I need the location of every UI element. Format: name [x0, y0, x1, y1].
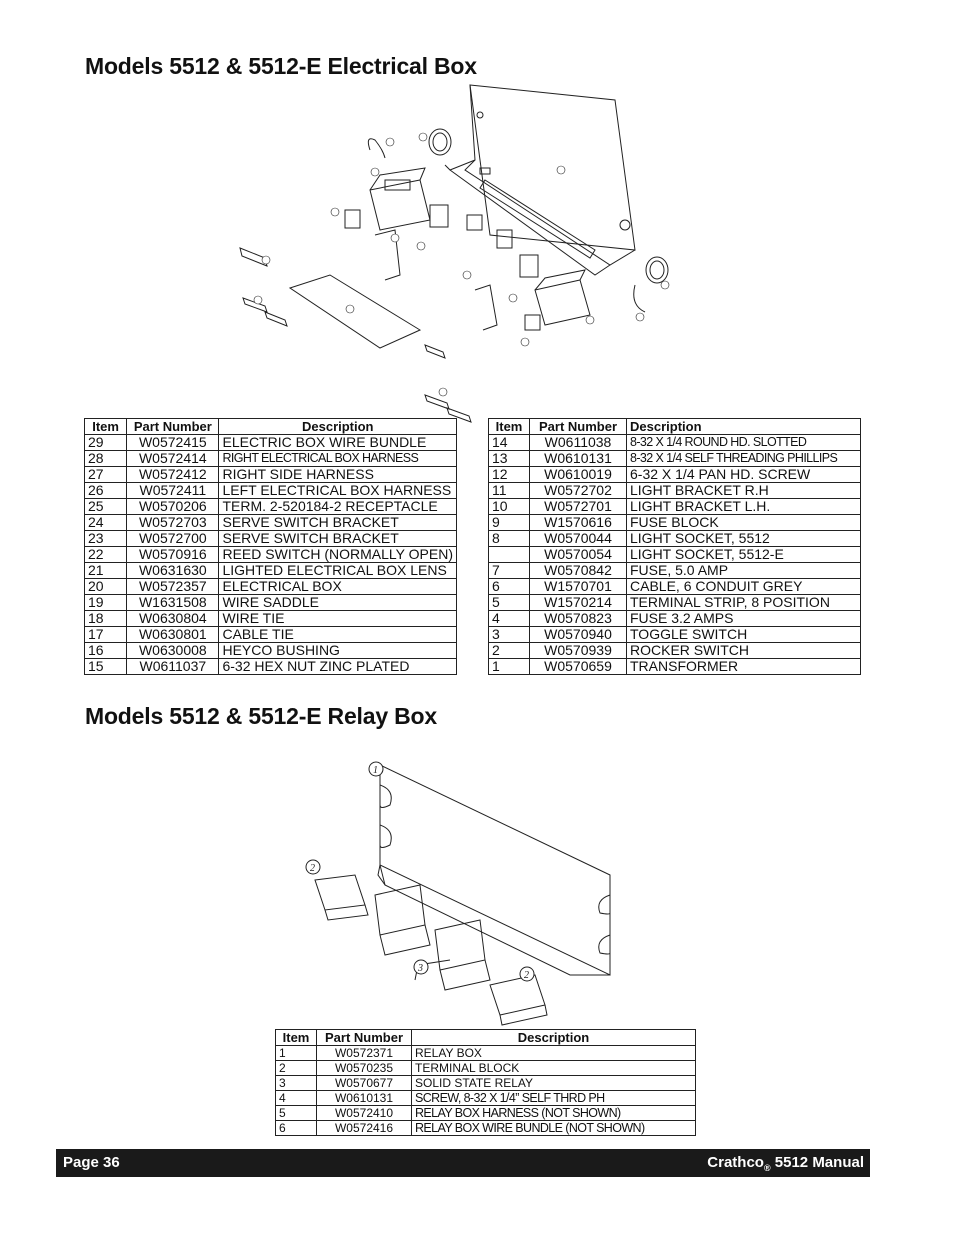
- table-row: [489, 579, 861, 595]
- table-row: [276, 1106, 696, 1121]
- cell-part-number: W0570842: [530, 563, 627, 579]
- svg-text:1: 1: [373, 765, 378, 776]
- cell-description: LIGHT BRACKET L.H.: [627, 499, 861, 515]
- cell-item: 4: [489, 611, 530, 627]
- svg-text:2: 2: [524, 970, 529, 981]
- col-description: Description: [412, 1030, 696, 1046]
- cell-description: CABLE TIE: [219, 627, 457, 643]
- relay-callout-2b: [520, 967, 534, 981]
- cell-item: 16: [85, 643, 127, 659]
- cell-item: 22: [85, 547, 127, 563]
- cell-description: 6-32 X 1/4 PAN HD. SCREW: [627, 467, 861, 483]
- table-row: [489, 659, 861, 675]
- cell-part-number: W0630801: [127, 627, 219, 643]
- manual-title: 5512 Manual: [770, 1154, 864, 1171]
- col-part-number: Part Number: [317, 1030, 412, 1046]
- brand-name: Crathco: [707, 1154, 764, 1171]
- cell-part-number: W0630804: [127, 611, 219, 627]
- svg-text:2: 2: [310, 863, 315, 874]
- table-row: [489, 627, 861, 643]
- table-row: [489, 435, 861, 451]
- relay-box-title: Models 5512 & 5512-E Relay Box: [85, 703, 437, 729]
- table-row: [85, 595, 457, 611]
- table-row: [489, 499, 861, 515]
- cell-part-number: W0611037: [127, 659, 219, 675]
- cell-part-number: W1631508: [127, 595, 219, 611]
- cell-part-number: W0570677: [317, 1076, 412, 1091]
- table-row: [85, 531, 457, 547]
- cell-item: 5: [276, 1106, 317, 1121]
- cell-item: 18: [85, 611, 127, 627]
- cell-part-number: W0570206: [127, 499, 219, 515]
- cell-part-number: W0570823: [530, 611, 627, 627]
- cell-part-number: W0570659: [530, 659, 627, 675]
- cell-description: WIRE SADDLE: [219, 595, 457, 611]
- table-row: [489, 531, 861, 547]
- col-item: Item: [276, 1030, 317, 1046]
- cell-description: RELAY BOX HARNESS (NOT SHOWN): [412, 1106, 696, 1121]
- cell-description: WIRE TIE: [219, 611, 457, 627]
- cell-part-number: W0572703: [127, 515, 219, 531]
- table-row: [85, 579, 457, 595]
- table-row: [85, 627, 457, 643]
- page-footer: [56, 1149, 870, 1177]
- table-row: [276, 1046, 696, 1061]
- relay-callout-1: [369, 762, 383, 776]
- svg-text:3: 3: [418, 963, 423, 974]
- col-item: Item: [489, 419, 530, 435]
- cell-item: 24: [85, 515, 127, 531]
- col-item: Item: [85, 419, 127, 435]
- cell-description: SERVE SWITCH BRACKET: [219, 531, 457, 547]
- table-header-row: [489, 419, 861, 435]
- table-row: [489, 483, 861, 499]
- cell-description: FUSE, 5.0 AMP: [627, 563, 861, 579]
- cell-description: 8-32 X 1/4 SELF THREADING PHILLIPS: [627, 451, 861, 467]
- table-row: [85, 499, 457, 515]
- relay-callout-2a: [306, 860, 320, 874]
- table-row: [489, 643, 861, 659]
- cell-description: TRANSFORMER: [627, 659, 861, 675]
- cell-description: RIGHT ELECTRICAL BOX HARNESS: [219, 451, 457, 467]
- cell-description: LIGHTED ELECTRICAL BOX LENS: [219, 563, 457, 579]
- cell-description: RELAY BOX WIRE BUNDLE (NOT SHOWN): [412, 1121, 696, 1136]
- cell-description: REED SWITCH (NORMALLY OPEN): [219, 547, 457, 563]
- cell-item: 9: [489, 515, 530, 531]
- cell-part-number: W0570940: [530, 627, 627, 643]
- cell-item: 13: [489, 451, 530, 467]
- page-number: Page 36: [63, 1154, 120, 1171]
- cell-item: 2: [489, 643, 530, 659]
- cell-part-number: W1570214: [530, 595, 627, 611]
- cell-part-number: W0610131: [530, 451, 627, 467]
- cell-description: ELECTRICAL BOX: [219, 579, 457, 595]
- cell-item: 1: [489, 659, 530, 675]
- cell-item: 15: [85, 659, 127, 675]
- cell-part-number: W0570054: [530, 547, 627, 563]
- cell-item: 4: [276, 1091, 317, 1106]
- cell-item: 14: [489, 435, 530, 451]
- cell-item: 19: [85, 595, 127, 611]
- cell-item: 25: [85, 499, 127, 515]
- cell-item: 21: [85, 563, 127, 579]
- cell-part-number: W0572357: [127, 579, 219, 595]
- manual-name: [707, 1154, 864, 1173]
- table-row: [489, 595, 861, 611]
- cell-item: 8: [489, 531, 530, 547]
- cell-item: 26: [85, 483, 127, 499]
- table-row: [276, 1091, 696, 1106]
- table-row: [85, 611, 457, 627]
- table-row: [85, 483, 457, 499]
- table-row: [489, 611, 861, 627]
- cell-part-number: W0570916: [127, 547, 219, 563]
- cell-item: 11: [489, 483, 530, 499]
- cell-description: SERVE SWITCH BRACKET: [219, 515, 457, 531]
- table-row: [85, 467, 457, 483]
- table-row: [489, 515, 861, 531]
- cell-description: 6-32 HEX NUT ZINC PLATED: [219, 659, 457, 675]
- col-part-number: Part Number: [530, 419, 627, 435]
- cell-part-number: W0572700: [127, 531, 219, 547]
- table-row: [85, 451, 457, 467]
- cell-part-number: W0570235: [317, 1061, 412, 1076]
- table-row: [85, 547, 457, 563]
- cell-part-number: W0570939: [530, 643, 627, 659]
- cell-description: TERMINAL STRIP, 8 POSITION: [627, 595, 861, 611]
- cell-item: 5: [489, 595, 530, 611]
- table-row: [276, 1121, 696, 1136]
- cell-part-number: W0572410: [317, 1106, 412, 1121]
- cell-item: 7: [489, 563, 530, 579]
- cell-description: ELECTRIC BOX WIRE BUNDLE: [219, 435, 457, 451]
- cell-part-number: W0610019: [530, 467, 627, 483]
- table-row: [85, 563, 457, 579]
- cell-description: SCREW, 8-32 X 1/4” SELF THRD PH: [412, 1091, 696, 1106]
- cell-part-number: W0610131: [317, 1091, 412, 1106]
- electrical-parts-table-right: [488, 418, 861, 675]
- electrical-box-diagram: [235, 80, 675, 425]
- col-description: Description: [219, 419, 457, 435]
- cell-item: 12: [489, 467, 530, 483]
- relay-parts-table: [275, 1029, 696, 1136]
- table-header-row: [276, 1030, 696, 1046]
- cell-part-number: W0572416: [317, 1121, 412, 1136]
- cell-item: 23: [85, 531, 127, 547]
- col-description: Description: [627, 419, 861, 435]
- cell-part-number: W0611038: [530, 435, 627, 451]
- cell-part-number: W0572415: [127, 435, 219, 451]
- cell-part-number: W0570044: [530, 531, 627, 547]
- cell-description: TERMINAL BLOCK: [412, 1061, 696, 1076]
- col-part-number: Part Number: [127, 419, 219, 435]
- cell-description: LIGHT SOCKET, 5512-E: [627, 547, 861, 563]
- table-row: [85, 435, 457, 451]
- table-row: [276, 1076, 696, 1091]
- cell-part-number: W0572411: [127, 483, 219, 499]
- table-row: [85, 643, 457, 659]
- relay-callout-3: [414, 960, 428, 974]
- cell-description: FUSE 3.2 AMPS: [627, 611, 861, 627]
- cell-description: LIGHT BRACKET R.H: [627, 483, 861, 499]
- cell-item: 3: [489, 627, 530, 643]
- cell-item: 6: [489, 579, 530, 595]
- cell-item: 2: [276, 1061, 317, 1076]
- cell-description: TOGGLE SWITCH: [627, 627, 861, 643]
- table-row: [85, 515, 457, 531]
- cell-part-number: W0572701: [530, 499, 627, 515]
- cell-description: FUSE BLOCK: [627, 515, 861, 531]
- table-row: [489, 467, 861, 483]
- cell-item: 17: [85, 627, 127, 643]
- cell-item: 20: [85, 579, 127, 595]
- cell-description: 8-32 X 1/4 ROUND HD. SLOTTED: [627, 435, 861, 451]
- cell-description: TERM. 2-520184-2 RECEPTACLE: [219, 499, 457, 515]
- cell-description: CABLE, 6 CONDUIT GREY: [627, 579, 861, 595]
- table-row: [85, 659, 457, 675]
- table-row: [489, 563, 861, 579]
- cell-part-number: W0572702: [530, 483, 627, 499]
- cell-part-number: W0630008: [127, 643, 219, 659]
- electrical-box-title: Models 5512 & 5512-E Electrical Box: [85, 53, 477, 79]
- cell-description: HEYCO BUSHING: [219, 643, 457, 659]
- cell-item: 1: [276, 1046, 317, 1061]
- cell-part-number: W0572414: [127, 451, 219, 467]
- table-row: [489, 547, 861, 563]
- cell-item: 28: [85, 451, 127, 467]
- cell-item: 6: [276, 1121, 317, 1136]
- cell-part-number: W0631630: [127, 563, 219, 579]
- cell-item: 10: [489, 499, 530, 515]
- cell-part-number: W0572371: [317, 1046, 412, 1061]
- cell-description: LIGHT SOCKET, 5512: [627, 531, 861, 547]
- table-row: [489, 451, 861, 467]
- cell-item: 3: [276, 1076, 317, 1091]
- cell-description: RELAY BOX: [412, 1046, 696, 1061]
- electrical-parts-table-left: [84, 418, 457, 675]
- cell-description: ROCKER SWITCH: [627, 643, 861, 659]
- cell-part-number: W1570701: [530, 579, 627, 595]
- cell-description: SOLID STATE RELAY: [412, 1076, 696, 1091]
- table-row: [276, 1061, 696, 1076]
- cell-item: [489, 547, 530, 563]
- registered-mark: ®: [763, 1163, 771, 1173]
- cell-item: 29: [85, 435, 127, 451]
- cell-description: LEFT ELECTRICAL BOX HARNESS: [219, 483, 457, 499]
- cell-item: 27: [85, 467, 127, 483]
- cell-part-number: W0572412: [127, 467, 219, 483]
- table-header-row: [85, 419, 457, 435]
- relay-box-diagram: [300, 755, 620, 1030]
- cell-description: RIGHT SIDE HARNESS: [219, 467, 457, 483]
- cell-part-number: W1570616: [530, 515, 627, 531]
